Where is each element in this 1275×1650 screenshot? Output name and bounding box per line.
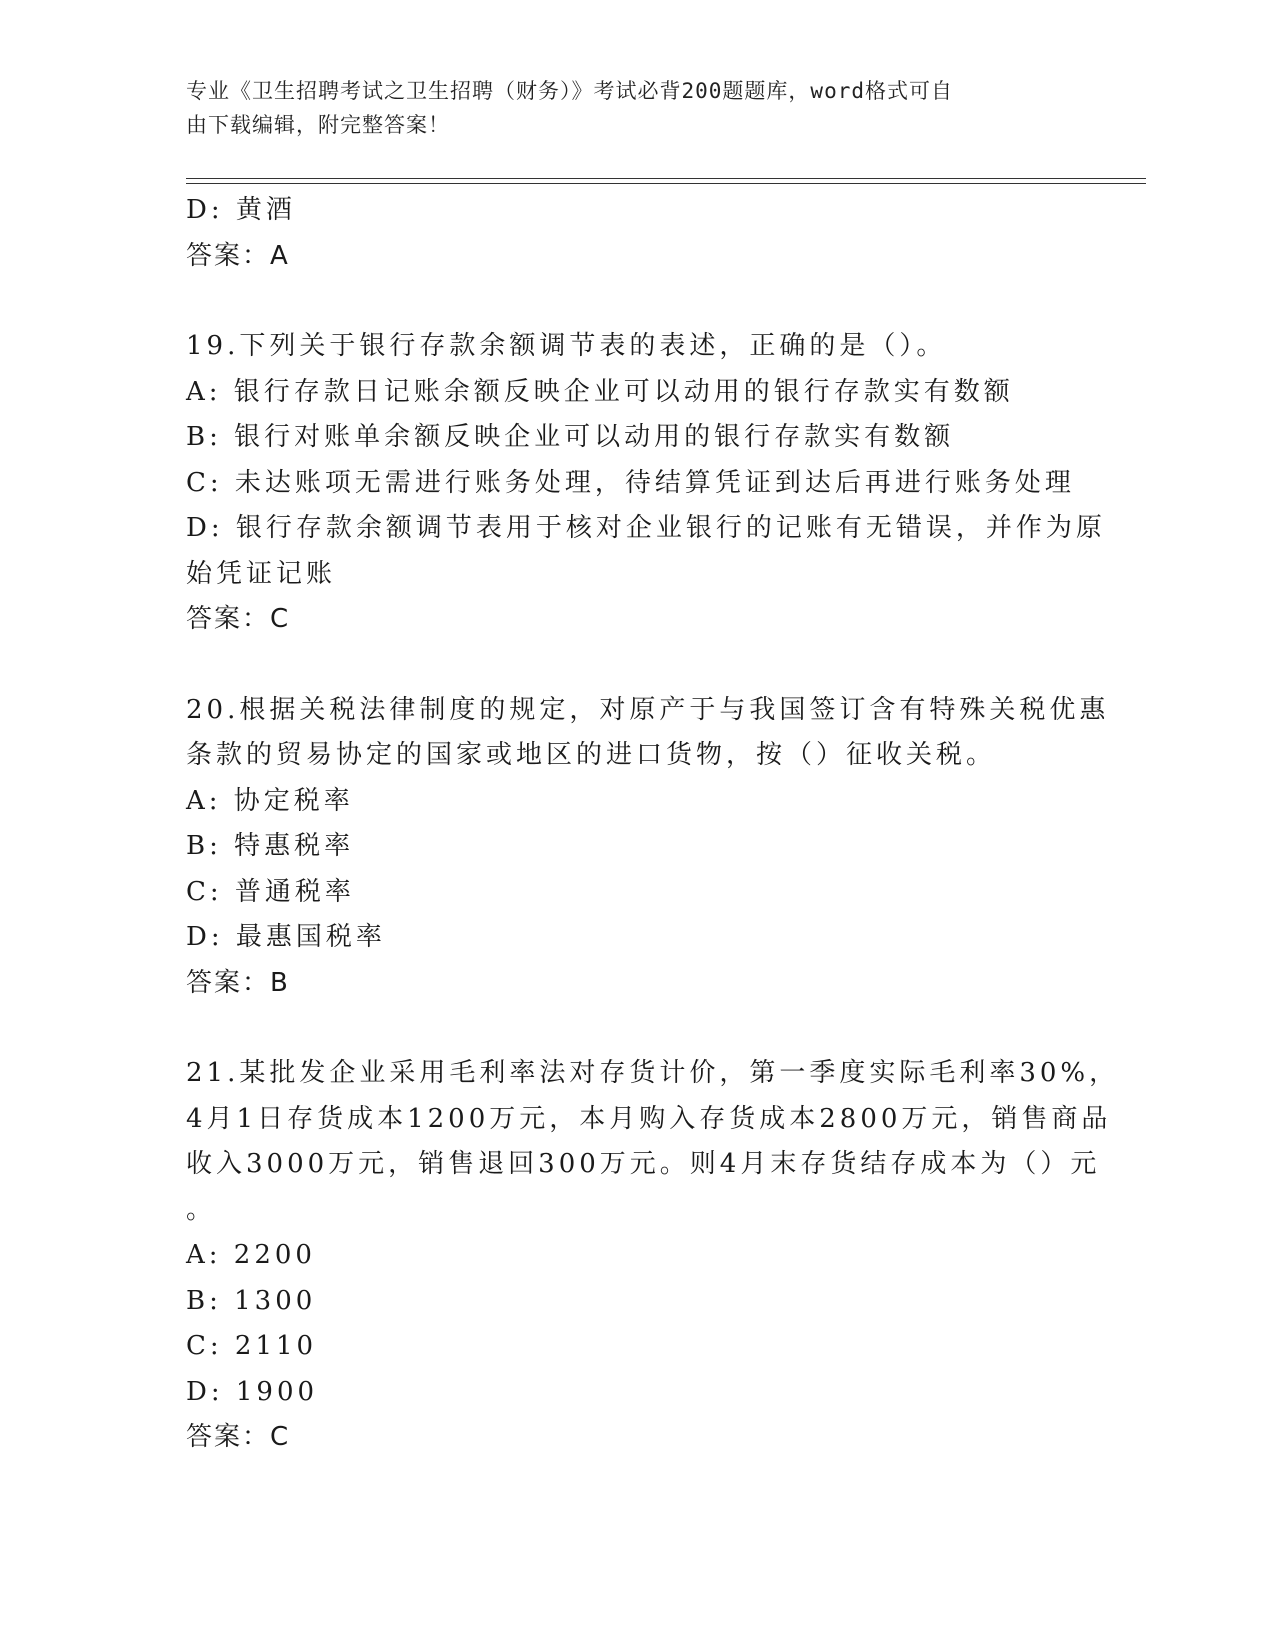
option-d: D: 1900 [186, 1376, 319, 1407]
option-a: A: 银行存款日记账余额反映企业可以动用的银行存款实有数额 [186, 376, 1014, 407]
option-d: D: 银行存款余额调节表用于核对企业银行的记账有无错误，并作为原 [186, 513, 1106, 543]
question-19 [186, 324, 1106, 643]
answer: 答案：B [186, 967, 290, 998]
option-c: C: 普通税率 [186, 876, 355, 907]
question-stem: 21.某批发企业采用毛利率法对存货计价，第一季度实际毛利率30%， [186, 1058, 1120, 1088]
answer: 答案：C [186, 604, 291, 634]
option-b: B: 特惠税率 [186, 831, 355, 861]
option-d: D: 最惠国税率 [186, 922, 386, 952]
prev-option-d: D: 黄酒 [186, 195, 296, 225]
question-20 [186, 688, 1110, 1007]
option-a: A: 协定税率 [186, 785, 354, 816]
option-a: A: 2200 [186, 1240, 316, 1270]
option-d-continued: 始凭证记账 [186, 558, 337, 589]
header-line-2: 由下载编辑，附完整答案！ [186, 113, 450, 137]
header-divider-bottom [186, 183, 1146, 184]
question-stem: 19.下列关于银行存款余额调节表的表述，正确的是（）。 [186, 331, 947, 361]
header-line-1: 专业《卫生招聘考试之卫生招聘（财务）》考试必背200题题库，word格式可自 [186, 79, 953, 103]
option-c: C: 未达账项无需进行账务处理，待结算凭证到达后再进行账务处理 [186, 467, 1075, 498]
question-content [186, 188, 1120, 1461]
question-21 [186, 1051, 1120, 1461]
question-stem-continued: 4月1日存货成本1200万元，本月购入存货成本2800万元，销售商品 [186, 1103, 1112, 1134]
question-stem-continued: 条款的贸易协定的国家或地区的进口货物，按（）征收关税。 [186, 740, 997, 770]
question-stem-continued: 。 [186, 1194, 217, 1225]
answer: 答案：C [186, 1422, 291, 1452]
prev-answer: 答案：A [186, 240, 290, 271]
document-header [186, 74, 1066, 142]
option-b: B: 1300 [186, 1285, 317, 1316]
question-stem: 20.根据关税法律制度的规定，对原产于与我国签订含有特殊关税优惠 [186, 694, 1110, 725]
option-c: C: 2110 [186, 1331, 318, 1361]
question-stem-continued: 收入3000万元，销售退回300万元。则4月末存货结存成本为（）元 [186, 1149, 1101, 1179]
option-b: B: 银行对账单余额反映企业可以动用的银行存款实有数额 [186, 422, 955, 452]
header-divider-top [186, 178, 1146, 179]
